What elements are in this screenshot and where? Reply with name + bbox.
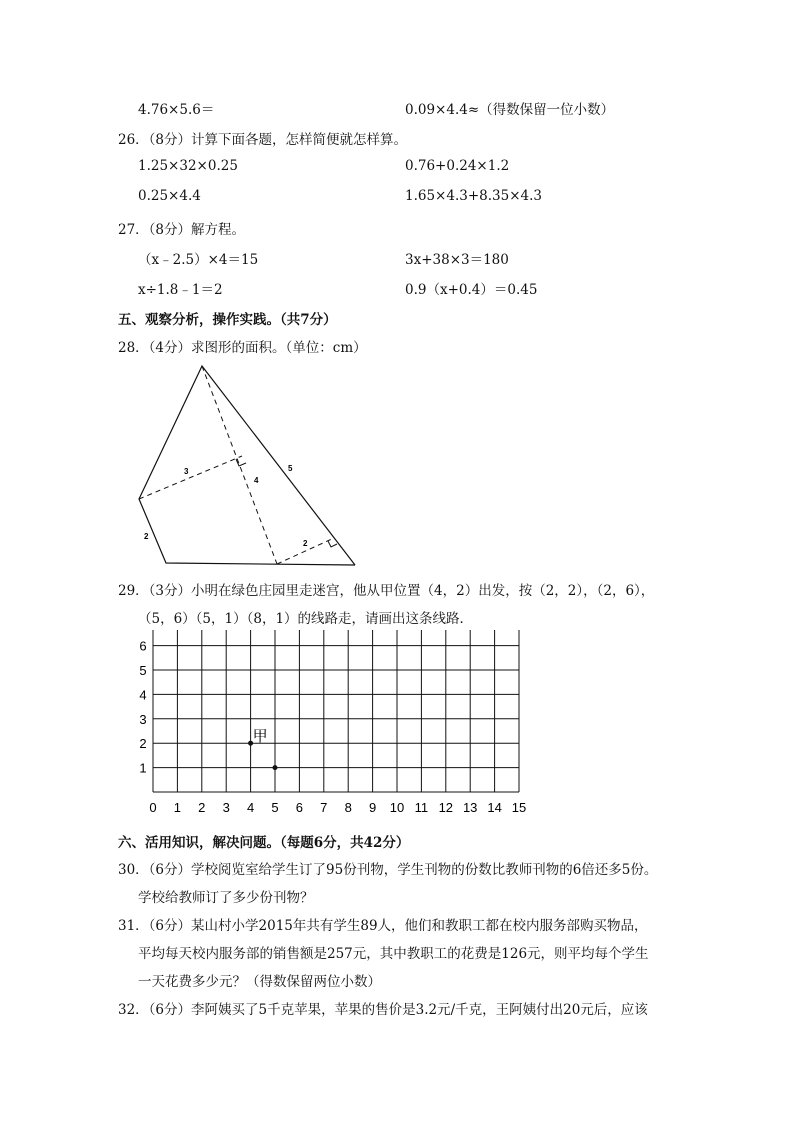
x-axis-tick-label: 5 <box>271 800 279 815</box>
q31-line-1: 31．（6分）某山村小学2015年共有学生89人，他们和教职工都在校内服务部购买物品， <box>118 918 648 934</box>
x-axis-tick-label: 12 <box>438 800 454 815</box>
q27-item-2: 3x+38×3＝180 <box>405 252 509 268</box>
figure-dashed-line <box>202 366 277 564</box>
y-axis-tick-label: 1 <box>139 760 147 776</box>
q28-figure <box>130 358 370 573</box>
q27-item-1: （x﹣2.5）×4＝15 <box>138 252 259 268</box>
x-axis-tick-label: 11 <box>414 800 429 815</box>
q26-item-3: 0.25×4.4 <box>138 188 201 204</box>
x-axis-tick-label: 8 <box>344 800 352 815</box>
y-axis-tick-label: 4 <box>139 687 147 703</box>
q31-line-2: 平均每天校内服务部的销售额是257元，其中教职工的花费是126元，则平均每个学生 <box>138 946 649 962</box>
x-axis-tick-label: 9 <box>368 800 377 815</box>
y-axis-tick-label: 5 <box>139 663 147 678</box>
figure-outline <box>139 366 355 565</box>
x-axis-tick-label: 3 <box>222 800 230 815</box>
q32-line-1: 32．（6分）李阿姨买了5千克苹果，苹果的售价是3.2元/千克，王阿姨付出20元后，应该 <box>118 1002 648 1018</box>
q26-item-4: 1.65×4.3+8.35×4.3 <box>405 188 542 204</box>
q29-line-2: （5，6）（5，1）（8，1）的线路走，请画出这条线路． <box>138 611 474 627</box>
x-axis-tick-label: 14 <box>487 800 502 815</box>
right-angle-mark <box>328 541 337 547</box>
start-point-label: 甲 <box>252 728 268 746</box>
section-6-title: 六、活用知识，解决问题。（每题6分，共42分） <box>118 835 410 851</box>
section-5-title: 五、观察分析，操作实践。（共7分） <box>118 312 337 328</box>
figure-dashed-line <box>139 456 242 499</box>
q30-line-2: 学校给教师订了多少份刊物？ <box>138 890 314 906</box>
y-axis-tick-label: 6 <box>139 638 147 654</box>
q27-item-3: x÷1.8﹣1＝2 <box>138 282 223 298</box>
figure-label: 4 <box>254 476 259 485</box>
q31-line-3: 一天花费多少元？（得数保留两位小数） <box>138 974 381 990</box>
figure-label: 5 <box>288 464 293 473</box>
y-axis-tick-label: 2 <box>139 736 147 752</box>
q29-line-1: 29．（3分）小明在绿色庄园里走迷宫，他从甲位置（4，2）出发，按（2，2），（2，6）， <box>118 583 655 599</box>
q28-title: 28．（4分）求图形的面积。（单位：cm） <box>118 340 367 356</box>
y-axis-tick-label: 3 <box>139 711 147 727</box>
problem-top-b: 0.09×4.4≈（得数保留一位小数） <box>405 102 615 118</box>
q29-coordinate-grid <box>138 630 538 822</box>
x-axis-tick-label: 15 <box>511 800 527 815</box>
grid-point <box>273 765 278 770</box>
x-axis-tick-label: 1 <box>173 800 182 815</box>
figure-label: 2 <box>144 532 149 541</box>
x-axis-tick-label: 2 <box>198 800 206 815</box>
figure-label: 3 <box>184 467 189 476</box>
q30-line-1: 30．（6分）学校阅览室给学生订了95份刊物，学生刊物的份数比教师刊物的6倍还多5份。 <box>118 862 658 878</box>
x-axis-tick-label: 0 <box>149 800 157 815</box>
q27-item-4: 0.9（x+0.4）＝0.45 <box>405 282 538 298</box>
x-axis-tick-label: 7 <box>320 800 328 815</box>
x-axis-tick-label: 13 <box>462 800 478 815</box>
q26-item-1: 1.25×32×0.25 <box>138 158 238 174</box>
x-axis-tick-label: 10 <box>389 800 405 815</box>
q26-title: 26．（8分）计算下面各题，怎样简便就怎样算。 <box>118 132 408 148</box>
x-axis-tick-label: 4 <box>246 800 255 815</box>
q27-title: 27．（8分）解方程。 <box>118 222 246 238</box>
figure-label: 2 <box>303 539 308 548</box>
q26-item-2: 0.76+0.24×1.2 <box>405 158 510 174</box>
problem-top-a: 4.76×5.6＝ <box>138 102 215 118</box>
x-axis-tick-label: 6 <box>295 800 304 815</box>
